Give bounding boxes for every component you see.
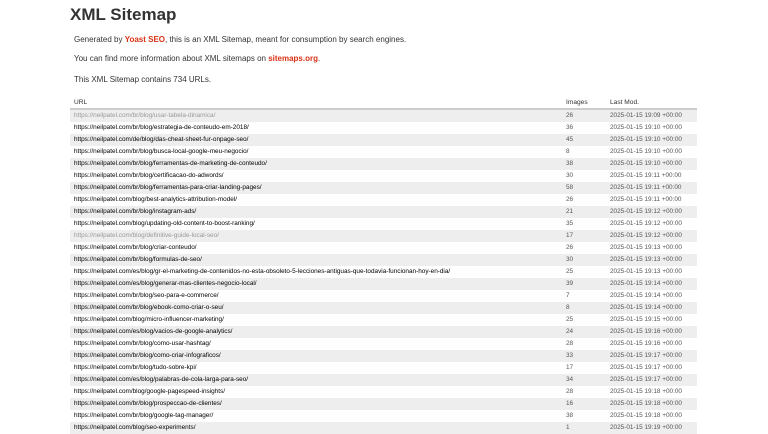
url-link[interactable]: https://neilpatel.com/es/blog/palabras-de-cola-larga-para-seo/ (74, 376, 249, 383)
sitemap-rows (70, 109, 697, 434)
info-suffix: . (317, 54, 321, 63)
images-cell: 7 (566, 292, 570, 299)
last-mod-cell: 2025-01-15 19:14 +00:00 (606, 278, 697, 290)
last-mod-cell: 2025-01-15 19:16 +00:00 (610, 340, 682, 347)
last-mod-cell: 2025-01-15 19:14 +00:00 (606, 302, 697, 314)
url-link[interactable]: https://neilpatel.com/br/blog/google-tag-manager/ (74, 412, 214, 419)
last-mod-cell: 2025-01-15 19:10 +00:00 (606, 158, 697, 170)
url-link[interactable]: https://neilpatel.com/br/blog/usar-tabela-dinamica/ (74, 112, 216, 119)
images-cell: 16 (562, 398, 606, 410)
url-cell (70, 218, 562, 230)
images-cell: 8 (562, 302, 606, 314)
table-row (70, 158, 697, 170)
generated-by-text (74, 35, 406, 45)
url-cell (70, 410, 562, 422)
yoast-seo-link[interactable]: Yoast SEO (124, 35, 166, 44)
sitemaps-info-text (74, 54, 320, 64)
last-mod-cell: 2025-01-15 19:14 +00:00 (610, 292, 682, 299)
images-cell: 36 (566, 124, 574, 131)
url-cell (70, 242, 562, 254)
url-link[interactable]: https://neilpatel.com/blog/best-analytics-attribution-model/ (74, 196, 238, 203)
last-mod-cell: 2025-01-15 19:12 +00:00 (610, 220, 682, 227)
url-cell (70, 278, 562, 290)
table-row (70, 182, 697, 194)
table-row (70, 170, 697, 182)
url-link[interactable]: https://neilpatel.com/br/blog/ferramentas-de-marketing-de-conteudo/ (74, 160, 267, 167)
url-link[interactable]: https://neilpatel.com/blog/micro-influencer-marketing/ (74, 316, 224, 323)
table-row (70, 206, 697, 218)
url-cell (70, 158, 562, 170)
images-cell: 38 (562, 158, 606, 170)
last-mod-cell: 2025-01-15 19:10 +00:00 (610, 124, 682, 131)
url-cell (70, 338, 562, 350)
images-cell: 33 (562, 350, 606, 362)
last-mod-cell: 2025-01-15 19:10 +00:00 (610, 148, 682, 155)
url-count-text: This XML Sitemap contains 734 URLs. (74, 75, 212, 84)
url-cell (70, 422, 562, 434)
url-link[interactable]: https://neilpatel.com/br/blog/certificacao-do-adwords/ (74, 172, 224, 179)
table-row (70, 146, 697, 158)
images-cell: 17 (562, 230, 606, 242)
last-mod-cell: 2025-01-15 19:09 +00:00 (606, 109, 697, 122)
url-link[interactable]: https://neilpatel.com/es/blog/gr-el-marketing-de-contenidos-no-esta-obsoleto-5-lecciones-antiguas-que-todavia-funcionan-hoy-en-dia/ (74, 268, 451, 275)
images-cell: 28 (566, 388, 574, 395)
url-link[interactable]: https://neilpatel.com/br/blog/tudo-sobre-kpi/ (74, 364, 197, 371)
images-cell: 1 (562, 422, 606, 434)
images-cell: 8 (566, 148, 570, 155)
table-row (70, 134, 697, 146)
url-link[interactable]: https://neilpatel.com/br/blog/estrategia-de-conteudo-em-2018/ (74, 124, 249, 131)
table-row (70, 122, 697, 134)
table-row (70, 242, 697, 254)
url-link[interactable]: https://neilpatel.com/br/blog/criar-conteudo/ (74, 244, 197, 251)
last-mod-cell: 2025-01-15 19:13 +00:00 (610, 244, 682, 251)
url-cell (70, 266, 562, 278)
last-mod-cell: 2025-01-15 19:18 +00:00 (610, 388, 682, 395)
table-row (70, 290, 697, 302)
generated-suffix: , this is an XML Sitemap, meant for consumption by search engines. (165, 35, 407, 44)
table-row (70, 326, 697, 338)
url-cell (70, 230, 562, 242)
images-cell: 26 (566, 244, 574, 251)
table-row (70, 278, 697, 290)
table-row (70, 386, 697, 398)
images-cell: 58 (562, 182, 606, 194)
url-cell (70, 326, 562, 338)
url-cell (70, 314, 562, 326)
url-cell (70, 362, 562, 374)
table-row (70, 374, 697, 386)
url-cell (70, 122, 562, 134)
url-link[interactable]: https://neilpatel.com/br/blog/ferramentas-para-criar-landing-pages/ (74, 184, 262, 191)
column-header-url: URL (70, 97, 562, 109)
last-mod-cell: 2025-01-15 19:19 +00:00 (606, 422, 697, 434)
table-row (70, 109, 697, 122)
last-mod-cell: 2025-01-15 19:11 +00:00 (606, 182, 697, 194)
images-cell: 30 (562, 254, 606, 266)
url-cell (70, 374, 562, 386)
url-cell (70, 254, 562, 266)
table-row (70, 422, 697, 434)
images-cell: 25 (566, 316, 574, 323)
images-cell: 34 (562, 374, 606, 386)
table-row (70, 266, 697, 278)
url-cell (70, 350, 562, 362)
url-link[interactable]: https://neilpatel.com/br/blog/como-usar-hashtag/ (74, 340, 211, 347)
url-cell (70, 290, 562, 302)
table-row (70, 362, 697, 374)
url-link[interactable]: https://neilpatel.com/br/blog/ebook-como-criar-o-seu/ (74, 304, 224, 311)
url-cell (70, 206, 562, 218)
sitemaps-org-link[interactable]: sitemaps.org (268, 54, 318, 63)
images-cell: 38 (566, 412, 574, 419)
url-link[interactable]: https://neilpatel.com/br/blog/como-criar-infograficos/ (74, 352, 221, 359)
url-cell (70, 146, 562, 158)
table-header-row (70, 97, 697, 109)
url-cell (70, 134, 562, 146)
last-mod-cell: 2025-01-15 19:18 +00:00 (606, 398, 697, 410)
sitemap-table (70, 97, 697, 434)
url-link[interactable]: https://neilpatel.com/br/blog/seo-para-e-commerce/ (74, 292, 219, 299)
images-cell: 24 (562, 326, 606, 338)
last-mod-cell: 2025-01-15 19:13 +00:00 (610, 268, 682, 275)
last-mod-cell: 2025-01-15 19:17 +00:00 (606, 374, 697, 386)
url-link[interactable]: https://neilpatel.com/de/blog/das-cheat-sheet-fur-onpage-seo/ (74, 136, 249, 143)
last-mod-cell: 2025-01-15 19:11 +00:00 (610, 172, 682, 179)
last-mod-cell: 2025-01-15 19:18 +00:00 (610, 412, 682, 419)
last-mod-cell: 2025-01-15 19:17 +00:00 (606, 350, 697, 362)
last-mod-cell: 2025-01-15 19:12 +00:00 (606, 230, 697, 242)
url-link[interactable]: https://neilpatel.com/es/blog/generar-mas-clientes-negocio-local/ (74, 280, 257, 287)
column-header-last-mod: Last Mod. (606, 97, 697, 109)
last-mod-cell: 2025-01-15 19:15 +00:00 (610, 316, 682, 323)
last-mod-cell: 2025-01-15 19:13 +00:00 (606, 254, 697, 266)
images-cell: 17 (566, 364, 574, 371)
images-cell: 26 (562, 109, 606, 122)
table-row (70, 302, 697, 314)
url-cell (70, 109, 562, 122)
url-link[interactable]: https://neilpatel.com/blog/google-pagespeed-insights/ (74, 388, 225, 395)
page-title: XML Sitemap (70, 5, 177, 24)
images-cell: 45 (562, 134, 606, 146)
last-mod-cell: 2025-01-15 19:11 +00:00 (610, 196, 682, 203)
table-row (70, 218, 697, 230)
url-cell (70, 398, 562, 410)
table-row (70, 194, 697, 206)
info-prefix: You can find more information about XML sitemaps on (74, 54, 269, 63)
url-cell (70, 302, 562, 314)
images-cell: 26 (566, 196, 574, 203)
table-row (70, 314, 697, 326)
last-mod-cell: 2025-01-15 19:17 +00:00 (610, 364, 682, 371)
images-cell: 28 (566, 340, 574, 347)
url-link[interactable]: https://neilpatel.com/br/blog/busca-local-google-meu-negocio/ (74, 148, 249, 155)
url-cell (70, 386, 562, 398)
url-link[interactable]: https://neilpatel.com/br/blog/prospeccao-de-clientes/ (74, 400, 222, 407)
table-row (70, 398, 697, 410)
table-row (70, 338, 697, 350)
url-link[interactable]: https://neilpatel.com/blog/definitive-guide-local-seo/ (74, 232, 219, 239)
last-mod-cell: 2025-01-15 19:16 +00:00 (606, 326, 697, 338)
url-cell (70, 182, 562, 194)
last-mod-cell: 2025-01-15 19:10 +00:00 (606, 134, 697, 146)
url-link[interactable]: https://neilpatel.com/blog/seo-experiments/ (74, 424, 196, 431)
generated-prefix: Generated by (74, 35, 125, 44)
url-link[interactable]: https://neilpatel.com/blog/updating-old-content-to-boost-ranking/ (74, 220, 255, 227)
table-row (70, 254, 697, 266)
images-cell: 25 (566, 268, 574, 275)
last-mod-cell: 2025-01-15 19:12 +00:00 (606, 206, 697, 218)
images-cell: 21 (562, 206, 606, 218)
table-row (70, 410, 697, 422)
url-link[interactable]: https://neilpatel.com/br/blog/formulas-de-seo/ (74, 256, 202, 263)
images-cell: 39 (562, 278, 606, 290)
url-cell (70, 170, 562, 182)
column-header-images: Images (562, 97, 606, 109)
url-link[interactable]: https://neilpatel.com/es/blog/vacios-de-google-analytics/ (74, 328, 233, 335)
url-link[interactable]: https://neilpatel.com/br/blog/instagram-ads/ (74, 208, 197, 215)
images-cell: 30 (566, 172, 574, 179)
table-row (70, 350, 697, 362)
url-cell (70, 194, 562, 206)
table-row (70, 230, 697, 242)
images-cell: 35 (566, 220, 574, 227)
